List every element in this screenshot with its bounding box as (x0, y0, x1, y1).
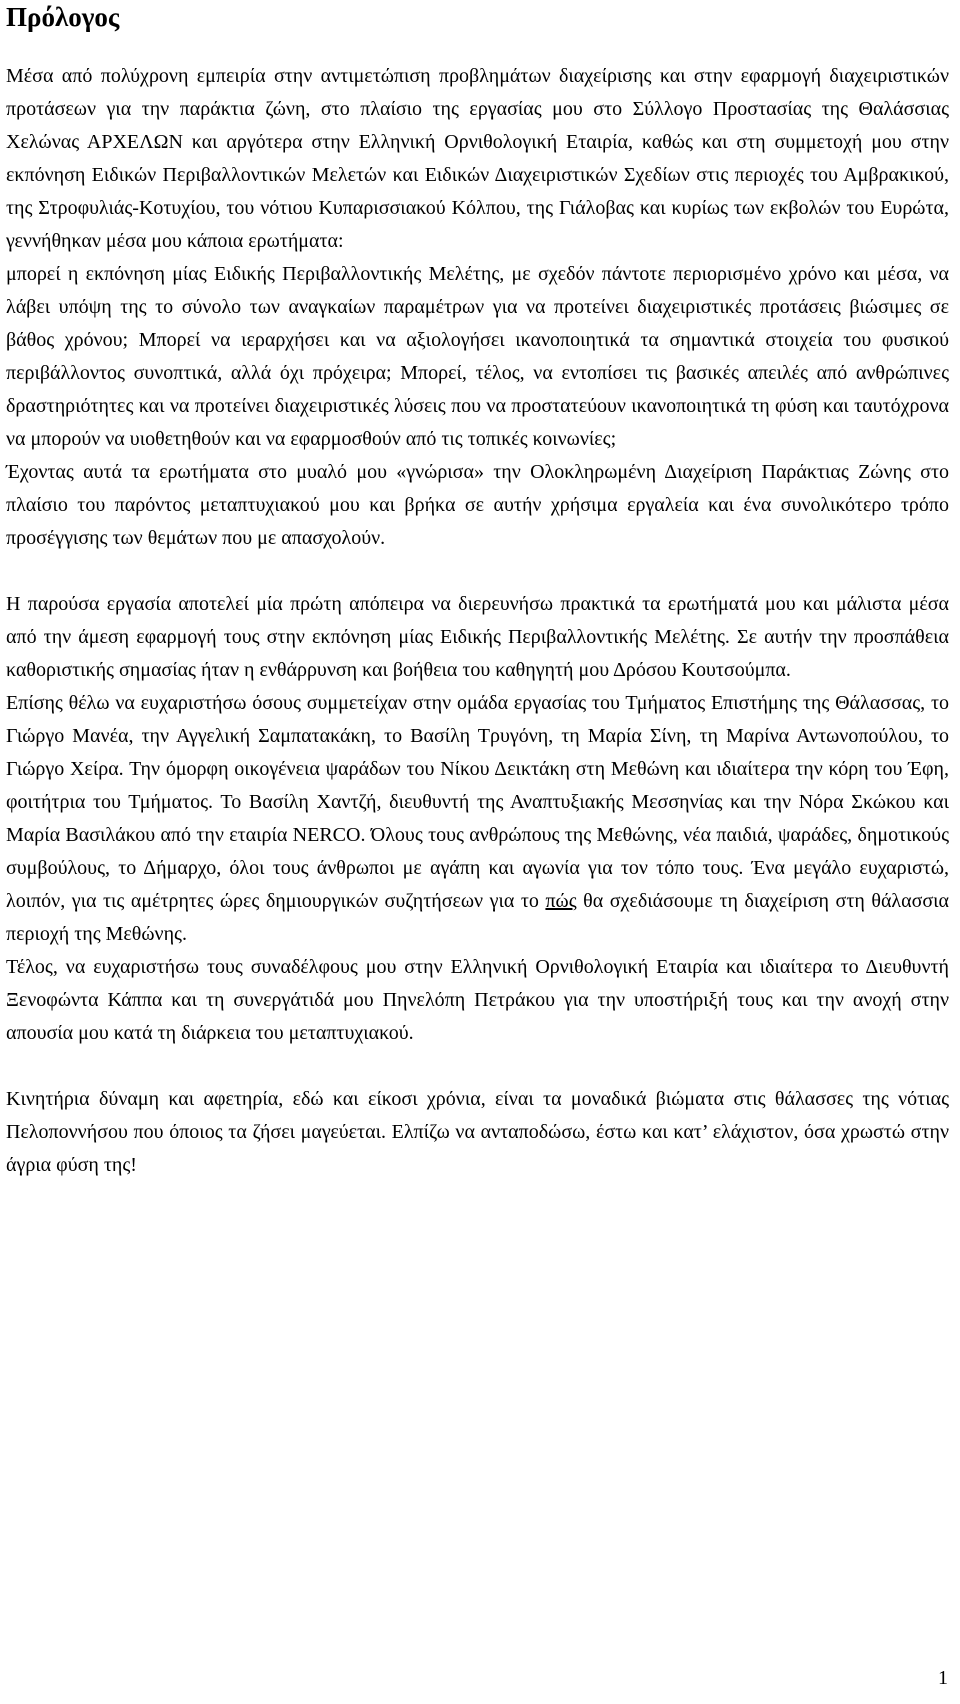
paragraph-gap (6, 1050, 949, 1083)
paragraph-thesis: Η παρούσα εργασία αποτελεί μία πρώτη απόπειρα να διερευνήσω πρακτικά τα ερωτήματά μου και μάλιστα μέσα από την άμεση εφαρμογή τους στην εκπόνηση μίας Ειδικής Περιβαλλοντικής Μελέτης. Σε αυτήν την προσπάθεια καθοριστικής σημασίας ήταν η ενθάρρυνση και βοήθεια του καθηγητή μου Δρόσου Κουτσούμπα. (6, 593, 949, 681)
page-title: Πρόλογος (6, 2, 120, 32)
paragraph-thanks-colleagues: Τέλος, να ευχαριστήσω τους συναδέλφους μου στην Ελληνική Ορνιθολογική Εταιρία και ιδιαίτερα το Διευθυντή Ξενοφώντα Κάππα και τη συνεργάτιδά μου Πηνελόπη Πετράκου για την υποστήριξή τους και την ανοχή στην απουσία μου κατά τη διάρκεια του μεταπτυχιακού. (6, 956, 949, 1044)
paragraph-questions: μπορεί η εκπόνηση μίας Ειδικής Περιβαλλοντικής Μελέτης, με σχεδόν πάντοτε περιορισμένο χρόνο και μέσα, να λάβει υπόψη της το σύνολο των αναγκαίων παραμέτρων για να προτείνει διαχειριστικές προτάσεις βιώσιμες σε βάθος χρόνου; Μπορεί να ιεραρχήσει και να αξιολογήσει ικανοποιητικά τα σημαντικά στοιχεία του φυσικού περιβάλλοντος συνοπτικά, αλλά όχι πρόχειρα; Μπορεί, τέλος, να εντοπίσει τις βασικές απειλές από ανθρώπινες δραστηριότητες και να προτείνει διαχειριστικές λύσεις που να προστατεύουν ικανοποιητικά τη φύση και ταυτόχρονα να μπορούν να υιοθετηθούν και να εφαρμοσθούν από τις τοπικές κοινωνίες; (6, 263, 949, 450)
page-number: 1 (938, 1667, 948, 1689)
document-body (6, 60, 949, 1182)
underlined-word: πώς (545, 890, 577, 912)
paragraph-thanks-team-end: θα σχεδιάσουμε τη διαχείριση στη θάλασσια περιοχή της Μεθώνης. (6, 890, 950, 945)
paragraph-gap (6, 555, 949, 588)
paragraph-questions-intro: Μέσα από πολύχρονη εμπειρία στην αντιμετώπιση προβλημάτων διαχείρισης και στην εφαρμογή διαχειριστικών προτάσεων για την παράκτια ζώνη, στο πλαίσιο της εργασίας μου στο Σύλλογο Προστασίας της Θαλάσσιας Χελώνας ΑΡΧΕΛΩΝ και αργότερα στην Ελληνική Ορνιθολογική Εταιρία, καθώς και στη συμμετοχή μου στην εκπόνηση Ειδικών Περιβαλλοντικών Μελετών και Ειδικών Διαχειριστικών Σχεδίων στις περιοχές του Αμβρακικού, της Στροφυλιάς-Κοτυχίου, του νότιου Κυπαρισσιακού Κόλπου, της Γιάλοβας και κυρίως των εκβολών του Ευρώτα, γεννήθηκαν μέσα μου κάποια ερωτήματα: (6, 65, 949, 252)
paragraph-icm: Έχοντας αυτά τα ερωτήματα στο μυαλό μου «γνώρισα» την Ολοκληρωμένη Διαχείριση Παράκτιας Ζώνης στο πλαίσιο του παρόντος μεταπτυχιακού μου και βρήκα σε αυτήν χρήσιμα εργαλεία και ένα συνολικότερο τρόπο προσέγγισης των θεμάτων που με απασχολούν. (6, 461, 949, 549)
paragraph-closing: Κινητήρια δύναμη και αφετηρία, εδώ και είκοσι χρόνια, είναι τα μοναδικά βιώματα στις θάλασσες της νότιας Πελοποννήσου που όποιος τα ζήσει μαγεύεται. Ελπίζω να ανταποδώσω, έστω και κατ’ ελάχιστον, όσα χρωστώ στην άγρια φύση της! (6, 1088, 949, 1176)
paragraph-thanks-team (6, 687, 949, 951)
paragraph-thanks-team-text: Επίσης θέλω να ευχαριστήσω όσους συμμετείχαν στην ομάδα εργασίας του Τμήματος Επιστήμης της Θάλασσας, το Γιώργο Μανέα, την Αγγελική Σαμπατακάκη, το Βασίλη Τρυγόνη, τη Μαρία Σίνη, τη Μαρίνα Αντωνοπούλου, το Γιώργο Χείρα. Την όμορφη οικογένεια ψαράδων του Νίκου Δεικτάκη στη Μεθώνη και ιδιαίτερα την κόρη του Έφη, φοιτήτρια του Τμήματος. Το Βασίλη Χαντζή, διευθυντή της Αναπτυξιακής Μεσσηνίας και την Νόρα Σκώκου και Μαρία Βασιλάκου από την εταιρία NERCO. Όλους τους ανθρώπους της Μεθώνης, νέα παιδιά, ψαράδες, δημοτικούς συμβούλους, το Δήμαρχο, όλοι τους άνθρωποι με αγάπη και αγωνία για τον τόπο τους. Ένα μεγάλο ευχαριστώ, λοιπόν, για τις αμέτρητες ώρες δημιουργικών συζητήσεων για το (6, 692, 949, 912)
